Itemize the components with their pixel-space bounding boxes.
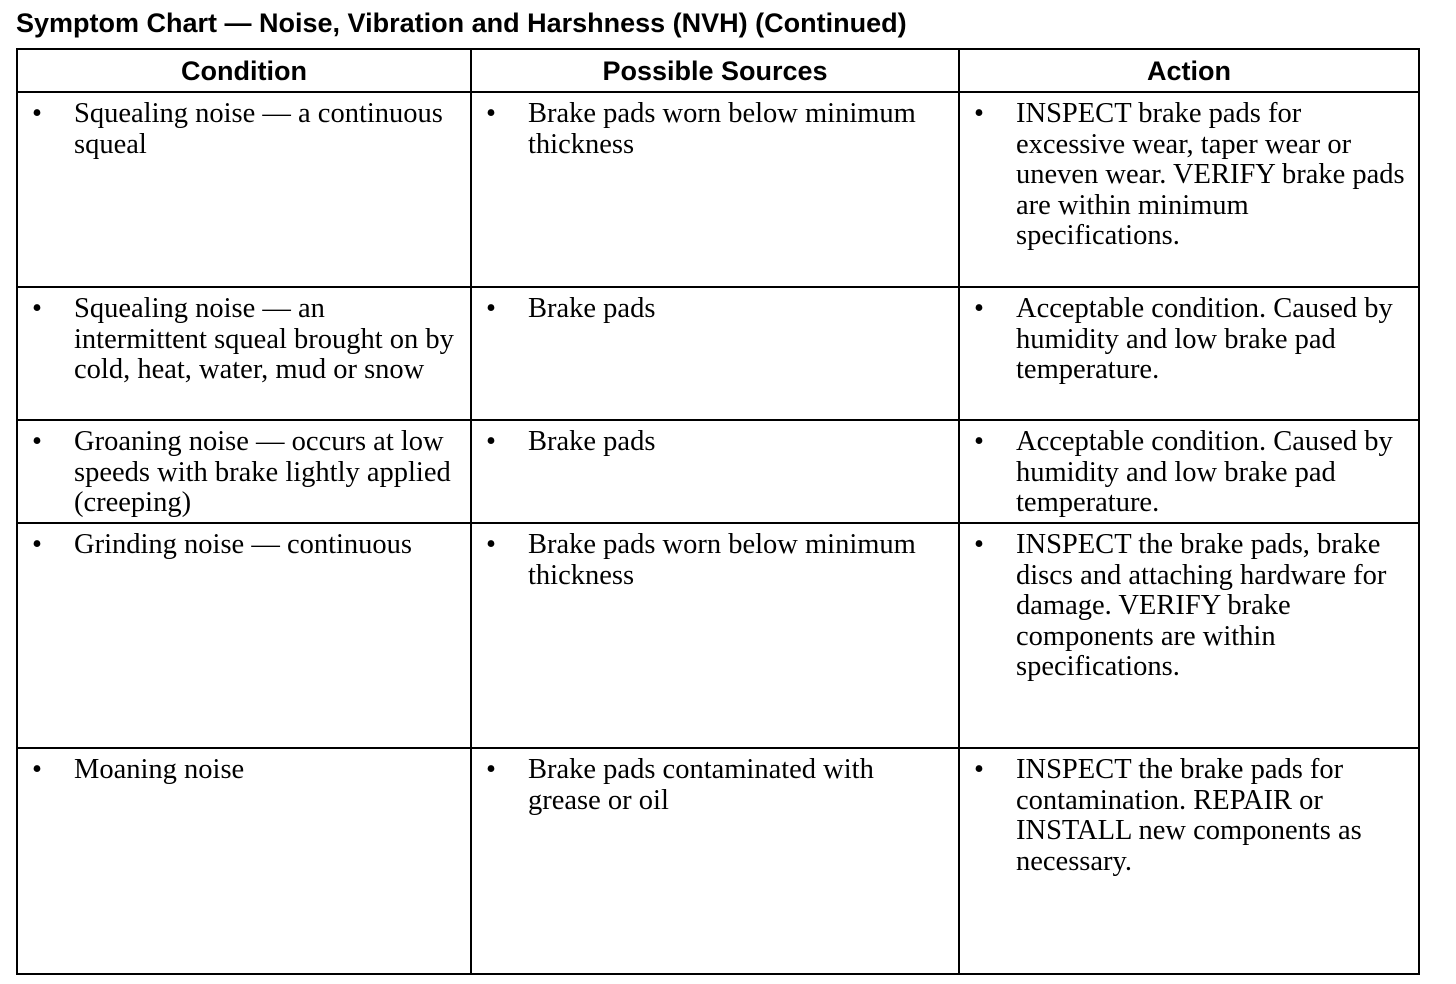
condition-cell <box>17 420 471 523</box>
bullet-point: • <box>974 754 984 785</box>
condition-cell <box>17 523 471 748</box>
source-cell <box>471 92 959 287</box>
action-cell <box>959 523 1419 748</box>
action-cell <box>959 420 1419 523</box>
action-cell <box>959 92 1419 287</box>
symptom-chart-table <box>16 48 1420 975</box>
table-row <box>17 748 1419 974</box>
action-cell <box>959 287 1419 420</box>
action-text: INSPECT the brake pads, brake discs and attaching hardware for damage. VERIFY brake components are within specifications. <box>1016 529 1387 683</box>
bullet-point: • <box>32 98 42 129</box>
page-title: Symptom Chart — Noise, Vibration and Harshness (NVH) (Continued) <box>16 8 907 38</box>
action-text: INSPECT the brake pads for contamination. REPAIR or INSTALL new components as necessary. <box>1016 754 1362 877</box>
action-cell <box>959 748 1419 974</box>
condition-text: Grinding noise — continuous <box>74 529 413 560</box>
source-text: Brake pads worn below minimum thickness <box>528 529 916 591</box>
column-header-condition: Condition <box>17 49 471 92</box>
condition-text: Squealing noise — an intermittent squeal brought on by cold, heat, water, mud or snow <box>74 293 454 386</box>
bullet-point: • <box>974 426 984 457</box>
condition-text: Squealing noise — a continuous squeal <box>74 98 443 160</box>
condition-text: Groaning noise — occurs at low speeds with brake lightly applied (creeping) <box>74 426 451 519</box>
table-row <box>17 420 1419 523</box>
table-row <box>17 92 1419 287</box>
table-row <box>17 523 1419 748</box>
source-text: Brake pads <box>528 293 656 324</box>
column-header-possible-sources: Possible Sources <box>471 49 959 92</box>
bullet-point: • <box>486 426 496 457</box>
bullet-point: • <box>32 529 42 560</box>
bullet-point: • <box>32 293 42 324</box>
source-text: Brake pads contaminated with grease or oil <box>528 754 874 816</box>
action-text: Acceptable condition. Caused by humidity and low brake pad temperature. <box>1016 293 1393 386</box>
condition-cell <box>17 748 471 974</box>
table-header-row <box>17 49 1419 92</box>
column-header-action: Action <box>959 49 1419 92</box>
source-text: Brake pads worn below minimum thickness <box>528 98 916 160</box>
bullet-point: • <box>486 529 496 560</box>
bullet-point: • <box>486 98 496 129</box>
source-cell <box>471 748 959 974</box>
action-text: INSPECT brake pads for excessive wear, taper wear or uneven wear. VERIFY brake pads are within minimum specifications. <box>1016 98 1405 252</box>
condition-text: Moaning noise <box>74 754 245 785</box>
bullet-point: • <box>32 426 42 457</box>
source-cell <box>471 523 959 748</box>
bullet-point: • <box>32 754 42 785</box>
bullet-point: • <box>974 98 984 129</box>
source-cell <box>471 287 959 420</box>
source-text: Brake pads <box>528 426 656 457</box>
table-row <box>17 287 1419 420</box>
source-cell <box>471 420 959 523</box>
bullet-point: • <box>974 293 984 324</box>
condition-cell <box>17 92 471 287</box>
action-text: Acceptable condition. Caused by humidity and low brake pad temperature. <box>1016 426 1393 519</box>
bullet-point: • <box>486 293 496 324</box>
bullet-point: • <box>486 754 496 785</box>
bullet-point: • <box>974 529 984 560</box>
condition-cell <box>17 287 471 420</box>
